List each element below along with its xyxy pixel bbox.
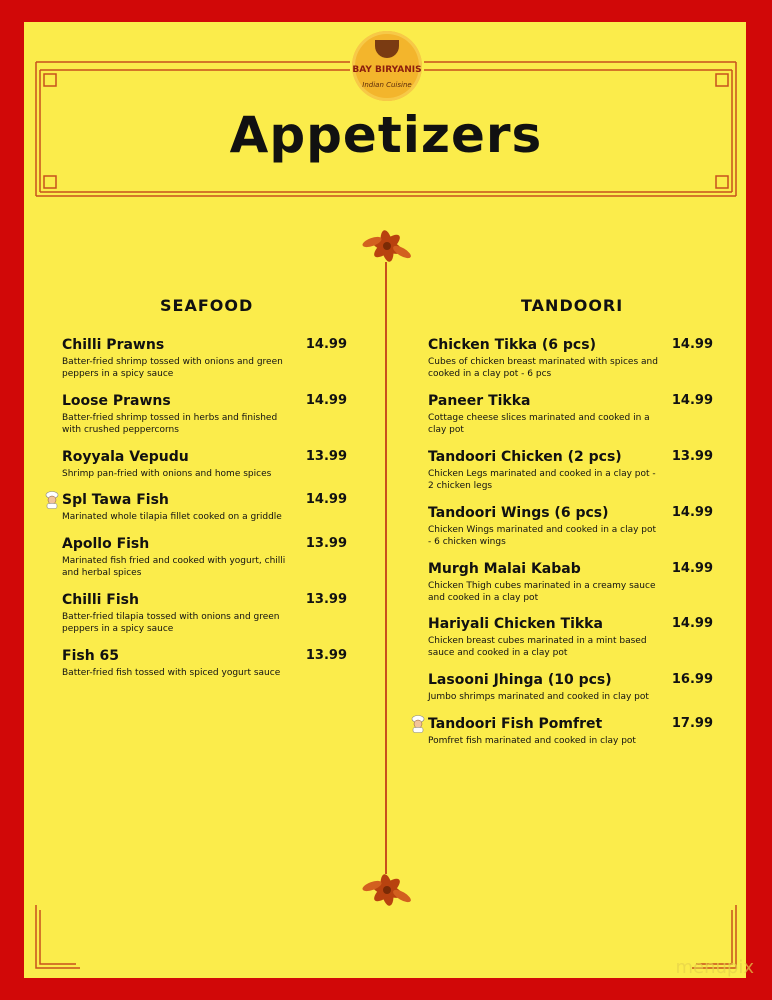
menu-item-price: 13.99 bbox=[305, 536, 347, 551]
menu-item-price: 14.99 bbox=[671, 505, 713, 520]
menu-item bbox=[428, 449, 713, 492]
menu-item-price: 13.99 bbox=[305, 648, 347, 663]
menu-item-price: 17.99 bbox=[671, 716, 713, 731]
menu-item-description: Batter-fried shrimp tossed with onions and green peppers in a spicy sauce bbox=[62, 357, 283, 379]
menu-item-description: Jumbo shrimps marinated and cooked in clay pot bbox=[428, 692, 649, 702]
menu-item-price: 13.99 bbox=[305, 592, 347, 607]
menu-item-name: Royyala Vepudu bbox=[62, 449, 189, 465]
menu-item-price: 14.99 bbox=[305, 393, 347, 408]
logo-name: BAY BIRYANIS bbox=[352, 65, 422, 75]
menu-item-name: Loose Prawns bbox=[62, 393, 171, 409]
menu-item-description: Batter-fried tilapia tossed with onions and green peppers in a spicy sauce bbox=[62, 612, 280, 634]
menu-item bbox=[62, 449, 347, 480]
menu-item-description: Pomfret fish marinated and cooked in clay pot bbox=[428, 736, 636, 746]
menu-item bbox=[428, 505, 713, 548]
menu-item-name: Fish 65 bbox=[62, 648, 120, 664]
menu-item-price: 13.99 bbox=[305, 449, 347, 464]
menu-item-description: Shrimp pan-fried with onions and home spices bbox=[62, 469, 272, 479]
menu-item-name: Tandoori Wings (6 pcs) bbox=[428, 505, 609, 521]
menu-item-price: 14.99 bbox=[305, 492, 347, 507]
menu-item-price: 13.99 bbox=[671, 449, 713, 464]
menu-item-description: Marinated whole tilapia fillet cooked on a griddle bbox=[62, 512, 282, 522]
menu-item-description: Batter-fried shrimp tossed in herbs and finished with crushed peppercorns bbox=[62, 413, 278, 435]
menu-item-name: Tandoori Fish Pomfret bbox=[428, 716, 603, 732]
menu-item-description: Marinated fish fried and cooked with yogurt, chilli and herbal spices bbox=[62, 556, 286, 578]
menu-item bbox=[62, 592, 347, 635]
star-anise-bottom-icon bbox=[356, 866, 418, 914]
menu-item-description: Chicken Wings marinated and cooked in a clay pot - 6 chicken wings bbox=[428, 525, 657, 547]
logo-tagline: Indian Cuisine bbox=[362, 81, 412, 89]
menu-item-name: Paneer Tikka bbox=[428, 393, 531, 409]
menu-item-name: Chilli Fish bbox=[62, 592, 139, 608]
menu-item bbox=[428, 616, 713, 659]
menu-item-name: Apollo Fish bbox=[62, 536, 150, 552]
menu-item bbox=[62, 536, 347, 579]
menu-item bbox=[62, 337, 347, 380]
menu-item bbox=[62, 393, 347, 436]
star-anise-top-icon bbox=[356, 222, 418, 270]
menu-item bbox=[428, 337, 713, 380]
menu-item-name: Spl Tawa Fish bbox=[62, 492, 169, 508]
menu-item-description: Chicken Legs marinated and cooked in a clay pot - 2 chicken legs bbox=[428, 469, 656, 491]
menu-item-name: Tandoori Chicken (2 pcs) bbox=[428, 449, 622, 465]
menu-item-description: Chicken breast cubes marinated in a mint based sauce and cooked in a clay pot bbox=[428, 636, 647, 658]
watermark: menupix bbox=[675, 957, 754, 978]
menu-item-description: Batter-fried fish tossed with spiced yogurt sauce bbox=[62, 668, 281, 678]
menu-item-price: 14.99 bbox=[671, 561, 713, 576]
menu-item-name: Murgh Malai Kabab bbox=[428, 561, 581, 577]
menu-item bbox=[62, 648, 347, 679]
column-divider bbox=[385, 262, 387, 874]
menu-item bbox=[428, 393, 713, 436]
restaurant-logo bbox=[352, 31, 422, 101]
menu-item-description: Cubes of chicken breast marinated with spices and cooked in a clay pot - 6 pcs bbox=[428, 357, 658, 379]
menu-item-price: 14.99 bbox=[671, 616, 713, 631]
page-title: Appetizers bbox=[229, 106, 543, 164]
seafood-heading: SEAFOOD bbox=[160, 296, 254, 315]
menu-item bbox=[428, 672, 713, 703]
menu-item-name: Lasooni Jhinga (10 pcs) bbox=[428, 672, 612, 688]
chef-special-icon bbox=[410, 715, 426, 733]
tandoori-heading: TANDOORI bbox=[521, 296, 624, 315]
biryani-pot-icon bbox=[375, 40, 399, 58]
menu-item bbox=[428, 716, 713, 747]
menu-item-description: Cottage cheese slices marinated and cooked in a clay pot bbox=[428, 413, 650, 435]
menu-item-price: 16.99 bbox=[671, 672, 713, 687]
menu-item bbox=[428, 561, 713, 604]
menu-item-price: 14.99 bbox=[671, 337, 713, 352]
menu-item-name: Chicken Tikka (6 pcs) bbox=[428, 337, 596, 353]
menu-item-name: Hariyali Chicken Tikka bbox=[428, 616, 603, 632]
menu-item-description: Chicken Thigh cubes marinated in a creamy sauce and cooked in a clay pot bbox=[428, 581, 656, 603]
menu-item bbox=[62, 492, 347, 523]
menu-item-price: 14.99 bbox=[305, 337, 347, 352]
menu-item-name: Chilli Prawns bbox=[62, 337, 165, 353]
chef-special-icon bbox=[44, 491, 60, 509]
menu-item-price: 14.99 bbox=[671, 393, 713, 408]
